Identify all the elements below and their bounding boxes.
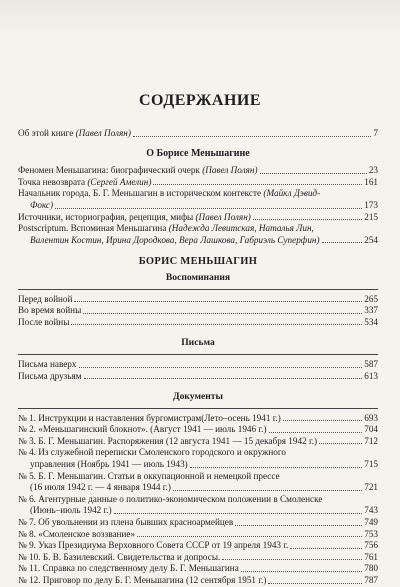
- entry-page: 23: [368, 165, 378, 176]
- divider: [18, 354, 378, 355]
- entry-text: [18, 575, 266, 587]
- toc-entry[interactable]: [18, 413, 378, 425]
- subsection-heading-memoirs: Воспоминания: [165, 271, 231, 283]
- entry-text: [18, 436, 317, 448]
- divider: [18, 408, 378, 409]
- toc-entry[interactable]: [18, 575, 378, 587]
- dot-leader: [55, 208, 362, 209]
- toc-entry-about[interactable]: [18, 128, 378, 140]
- memoir-list: [18, 294, 378, 329]
- toc-entry[interactable]: [18, 165, 378, 177]
- entry-title: Источники, историография, рецепция, мифы: [18, 211, 196, 222]
- entry-text: [18, 305, 81, 317]
- entry-page: 787: [364, 575, 378, 585]
- dot-leader: [137, 536, 362, 537]
- entry-line-cont: [18, 505, 378, 517]
- entry-author-cont: Фокс): [30, 199, 54, 210]
- entry-page: 265: [364, 293, 378, 304]
- entry-page: 693: [364, 412, 378, 423]
- entry-page: 743: [364, 505, 378, 516]
- entry-title: Postscriptum. Вспоминая Меньшагина: [18, 223, 169, 234]
- toc-entry[interactable]: [18, 563, 378, 575]
- entry-author: (Сергей Амелин): [87, 176, 152, 187]
- entry-title: После войны: [18, 316, 70, 327]
- entry-title-cont: (Июнь–июль 1942 г.): [30, 505, 112, 516]
- entry-text: [18, 317, 69, 329]
- entry-page: 7: [373, 128, 378, 138]
- entry-line-cont: [18, 235, 378, 247]
- entry-title: № 1. Инструкции и наставления бургомистрам(Лето–осень 1941 г.): [18, 412, 281, 423]
- toc-entry[interactable]: [18, 471, 378, 494]
- entry-line: [18, 494, 378, 506]
- entry-text: [30, 505, 112, 517]
- entry-text: [18, 165, 258, 177]
- dot-leader: [319, 443, 362, 444]
- entry-title: Перед войной: [18, 293, 73, 304]
- entry-text: [18, 517, 233, 529]
- entry-page: 721: [364, 482, 378, 493]
- toc-entry[interactable]: [18, 188, 378, 211]
- dot-leader: [114, 513, 363, 514]
- toc-entry[interactable]: [18, 494, 378, 517]
- dot-leader: [290, 548, 362, 549]
- entry-title: Феномен Меньшагина: биографический очерк: [18, 165, 203, 176]
- page-title: СОДЕРЖАНИЕ: [138, 92, 262, 109]
- entry-page: 337: [364, 305, 378, 316]
- entry-title-cont: управления (Ноябрь 1941 — июль 1943): [30, 459, 188, 470]
- toc-entry[interactable]: [18, 436, 378, 448]
- entry-text: [18, 552, 220, 564]
- entry-page: 613: [364, 370, 378, 381]
- toc-entry[interactable]: [18, 359, 378, 371]
- divider: [18, 289, 378, 290]
- entry-title: № 12. Приговор по делу Б. Г. Меньшагина (12 сентября 1951 г.): [18, 575, 267, 585]
- dot-leader: [133, 136, 372, 137]
- toc-entry[interactable]: [18, 371, 378, 383]
- entry-title: № 2. «Меньшагинский блокнот». (Август 1941 — июль 1946 г.): [18, 424, 267, 435]
- dot-leader: [74, 301, 362, 302]
- entry-text: Об этой книге: [18, 128, 74, 138]
- entry-page: 173: [364, 199, 378, 210]
- toc-entry[interactable]: [18, 212, 378, 224]
- entry-page: 756: [364, 540, 378, 551]
- entry-page: 161: [364, 176, 378, 187]
- page-top-edge: [0, 0, 400, 34]
- entry-text: [30, 459, 188, 471]
- entry-title: № 11. Справка по следственному делу Б. Г. Меньшагина: [18, 563, 239, 574]
- entry-line: [18, 471, 378, 483]
- entry-text: [30, 200, 53, 212]
- entry-title: № 7. Об увольнении из плена бывших красноармейцев: [18, 517, 234, 528]
- entry-page: 753: [364, 528, 378, 539]
- entry-author: (Надежда Левитская, Наталья Лин,: [168, 223, 314, 234]
- entry-text: [18, 294, 72, 306]
- entry-title: Точка невозврата: [18, 176, 88, 187]
- entry-page: 704: [364, 424, 378, 435]
- entry-author: (Павел Полян): [75, 128, 131, 138]
- entry-page: 715: [364, 459, 378, 470]
- entry-page: 534: [364, 316, 378, 327]
- entry-page: 254: [364, 234, 378, 245]
- toc-entry[interactable]: [18, 177, 378, 189]
- toc-entry[interactable]: [18, 305, 378, 317]
- entry-title: № 3. Б. Г. Меньшагин. Распоряжения (12 августа 1941 — 15 декабря 1942 г.): [18, 435, 318, 446]
- dot-leader: [253, 219, 362, 220]
- toc-entry[interactable]: [18, 223, 378, 246]
- entry-line-cont: [18, 200, 378, 212]
- entry-text: [30, 482, 171, 494]
- entry-page: 587: [364, 358, 378, 369]
- entry-title: Начальник города. Б. Г. Меньшагин в историческом контексте: [18, 188, 264, 199]
- dot-leader: [173, 490, 362, 491]
- about-ms-list: [18, 165, 378, 246]
- letter-list: [18, 359, 378, 382]
- entry-title-cont: (16 июля 1942 г. — 4 января 1944 г.): [30, 482, 171, 493]
- entry-author: (Майкл Дэвид-: [263, 188, 321, 199]
- entry-text: [18, 540, 288, 552]
- toc-entry[interactable]: [18, 529, 378, 541]
- dot-leader: [322, 242, 363, 243]
- entry-title: № 5. Б. Г. Меньшагин. Статьи в оккупационной и немецкой прессе: [18, 470, 280, 481]
- toc-entry[interactable]: [18, 517, 378, 529]
- entry-line-cont: [18, 459, 378, 471]
- entry-page: 761: [364, 551, 378, 562]
- entry-text: [18, 424, 267, 436]
- entry-page: 780: [364, 563, 378, 574]
- entry-title: № 10. Б. В. Базилевский. Свидетельства и допросы.: [18, 551, 221, 562]
- dot-leader: [235, 525, 362, 526]
- entry-text: [18, 529, 135, 541]
- entry-text: [18, 563, 239, 575]
- dot-leader: [83, 313, 362, 314]
- dot-leader: [71, 324, 362, 325]
- entry-text: [18, 371, 82, 383]
- entry-page: 712: [364, 435, 378, 446]
- entry-author-cont: Валентин Костин, Ирина Дородкова, Вера Лашкова, Габриэль Суперфин): [30, 234, 320, 245]
- dot-leader: [190, 467, 362, 468]
- entry-title: Письма наверх: [18, 358, 77, 369]
- dot-leader: [241, 571, 362, 572]
- dot-leader: [222, 559, 362, 560]
- dot-leader: [79, 367, 363, 368]
- entry-author: (Павел Полян): [195, 211, 251, 222]
- dot-leader: [260, 173, 367, 174]
- toc-entry[interactable]: [18, 317, 378, 329]
- entry-text: [30, 235, 320, 247]
- entry-line-cont: [18, 482, 378, 494]
- entry-page: 215: [364, 211, 378, 222]
- section-heading-boris: БОРИС МЕНЬШАГИН: [138, 256, 258, 268]
- dot-leader: [153, 184, 362, 185]
- entry-title: № 4. Из служебной переписки Смоленского городского и окружного: [18, 447, 287, 458]
- entry-line: [18, 223, 378, 235]
- document-list: [18, 413, 378, 587]
- entry-title: № 6. Агентурные данные о политико-экономическом положении в Смоленске: [18, 493, 323, 504]
- toc-entry[interactable]: [18, 294, 378, 306]
- subsection-heading-documents: Документы: [173, 391, 223, 403]
- toc-entry[interactable]: [18, 540, 378, 552]
- toc-content: [18, 128, 378, 587]
- entry-text: [18, 212, 251, 224]
- entry-title: № 9. Указ Президиума Верховного Совета СССР от 19 апреля 1943 г.: [18, 540, 289, 551]
- entry-title: Во время войны: [18, 305, 82, 316]
- dot-leader: [84, 378, 363, 379]
- entry-line: [18, 447, 378, 459]
- entry-line: [18, 188, 378, 200]
- entry-text: [18, 413, 281, 425]
- dot-leader: [283, 420, 362, 421]
- subsection-heading-letters: Письма: [181, 337, 215, 349]
- dot-leader: [269, 432, 363, 433]
- entry-text: [18, 359, 77, 371]
- entry-title: Письма друзьям: [18, 370, 82, 381]
- toc-entry[interactable]: [18, 424, 378, 436]
- entry-page: 749: [364, 517, 378, 528]
- toc-entry[interactable]: [18, 552, 378, 564]
- toc-entry[interactable]: [18, 447, 378, 470]
- section-heading-about-ms: О Борисе Меньшагине: [146, 147, 250, 159]
- entry-title: № 8. «Смоленское воззвание»: [18, 528, 136, 539]
- entry-text: [18, 177, 151, 189]
- entry-author: (Павел Полян): [202, 165, 258, 176]
